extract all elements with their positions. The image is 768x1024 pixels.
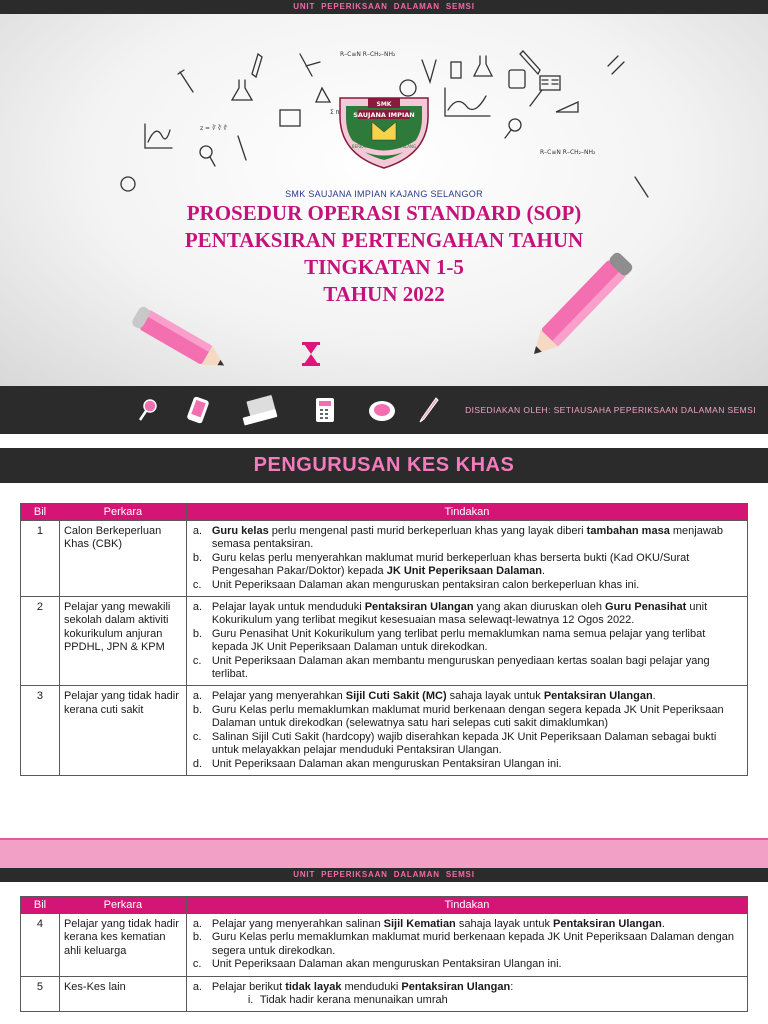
title-line: TINGKATAN 1-5	[304, 255, 464, 279]
action-text: Pelajar yang menyerahkan	[211, 690, 346, 703]
action-item	[191, 731, 743, 758]
prepared-by: DISEDIAKAN OLEH: SETIAUSAHA PEPERIKSAAN DALAMAN SEMSI	[465, 405, 756, 415]
cell-tindakan	[186, 597, 747, 686]
sub-action-item	[248, 994, 743, 1007]
cell-tindakan	[186, 521, 747, 597]
cell-perkara: Pelajar yang tidak hadir kerana kes kematian ahli keluarga	[59, 914, 186, 977]
cell-perkara: Pelajar yang mewakili sekolah dalam aktiviti kokurikulum anjuran PPDHL, JPN & KPM	[59, 597, 186, 686]
action-marker: c.	[192, 730, 202, 743]
svg-text:Σ π: Σ π	[330, 109, 340, 116]
logo-motto: BERKARYA BERSAMA GEMILANG	[351, 144, 417, 149]
note-doodle-icon	[280, 110, 300, 126]
action-marker: a.	[192, 525, 203, 537]
table-row	[21, 686, 748, 775]
phone-icon	[186, 396, 209, 424]
triangle-doodle-icon	[316, 88, 330, 102]
icon-bar	[0, 386, 768, 434]
action-marker: a.	[192, 601, 203, 614]
action-marker: b.	[192, 551, 203, 564]
action-text: Guru Kelas perlu memaklumkan maklumat murid berkenaan dengan segera kepada JK Unit Peperiksaan Dalaman untuk direkodkan (selewatnya satu hari selepas cuti sakit dimaklumkan)	[211, 703, 724, 730]
action-marker: c.	[192, 654, 202, 667]
action-marker: b.	[192, 703, 203, 716]
action-list	[191, 525, 743, 592]
coffee-cup-icon	[369, 401, 395, 421]
action-marker: c.	[192, 958, 202, 971]
ruler-doodle-icon	[556, 102, 578, 112]
logo-text-main: SAUJANA IMPIAN	[353, 111, 415, 119]
table-row	[21, 597, 748, 686]
cover-page	[0, 14, 768, 386]
action-text-bold: Pentaksiran Ulangan	[364, 601, 474, 614]
action-text: yang akan diuruskan oleh	[473, 601, 606, 614]
svg-text:R–C≡N R–CH₂–NH₂: R–C≡N R–CH₂–NH₂	[540, 149, 596, 156]
page2-header-bar	[0, 868, 768, 882]
action-item	[191, 690, 743, 703]
laptop-icon	[243, 395, 278, 426]
action-item	[191, 655, 743, 682]
action-text: Unit Peperiksaan Dalaman akan membantu menguruskan penyediaan kertas soalan bagi pelajar yang terlibat.	[211, 654, 710, 681]
action-item	[191, 981, 743, 1008]
cell-bil: 5	[21, 976, 60, 1012]
pencil-doodle-icon	[178, 70, 193, 92]
hourglass-icon	[302, 342, 320, 366]
action-item	[191, 552, 743, 579]
flask-doodle-icon	[474, 56, 492, 76]
action-text: Guru Penasihat Unit Kokurikulum yang terlibat perlu memaklumkan nama semua pelajar yang terlibat kepada JK Unit Peperiksaan Dalaman untuk direkodkan.	[211, 627, 706, 654]
action-text-bold: JK Unit Peperiksaan Dalaman	[386, 565, 543, 578]
action-text: unit Kokurikulum yang terlibat megikut kesesuaian masa selewaqt-lewatnya 12 Ogos 2022.	[211, 601, 708, 627]
action-text: sahaja layak untuk	[446, 690, 544, 703]
test-tube-doodle-icon	[238, 136, 246, 160]
flask-doodle-icon	[232, 80, 252, 100]
column-header-bil: Bil	[21, 504, 60, 521]
action-marker: b.	[192, 931, 202, 944]
action-marker: c.	[192, 578, 202, 591]
action-list	[191, 690, 743, 770]
action-text: menjawab semasa pentaksiran.	[211, 525, 724, 551]
school-name: SMK SAUJANA IMPIAN KAJANG SELANGOR	[285, 189, 483, 199]
action-item	[191, 758, 743, 771]
action-text-bold: Pentaksiran Ulangan	[553, 918, 662, 930]
action-marker: a.	[192, 918, 202, 930]
action-text: .	[652, 690, 656, 703]
action-text-bold: tidak layak	[285, 980, 342, 993]
action-marker: b.	[192, 627, 203, 640]
section-header	[0, 448, 768, 483]
action-item	[191, 628, 743, 655]
action-text: Salinan Sijil Cuti Sakit (hardcopy) wajib diserahkan kepada JK Unit Peperiksaan Dalaman sebagai bukti untuk melayakkan pelajar menduduki Pentaksiran Ulangan.	[211, 730, 717, 757]
action-item	[191, 601, 743, 628]
table-header-row	[21, 897, 748, 914]
action-list	[191, 601, 743, 681]
table-row	[21, 914, 748, 977]
cell-bil: 2	[21, 597, 60, 686]
action-text: Pelajar berikut	[211, 980, 286, 993]
svg-text:R–C≡N R–CH₂–NH₂: R–C≡N R–CH₂–NH₂	[340, 51, 396, 58]
page2-unit-label: UNIT PEPERIKSAAN DALAMAN SEMSI	[293, 870, 475, 879]
section-title: PENGURUSAN KES KHAS	[253, 454, 515, 476]
action-text-bold: Guru kelas	[211, 525, 269, 537]
pen-icon	[420, 398, 438, 422]
action-text: .	[661, 918, 665, 930]
cell-perkara: Kes-Kes lain	[59, 976, 186, 1012]
action-text: .	[542, 565, 546, 578]
action-item	[191, 704, 743, 731]
action-text: Pelajar yang menyerahkan salinan	[211, 918, 384, 930]
calculator-icon	[316, 398, 334, 422]
compass-doodle-icon	[300, 54, 320, 76]
cell-bil: 3	[21, 686, 60, 775]
unit-label: UNIT PEPERIKSAAN DALAMAN SEMSI	[293, 2, 475, 11]
table-row	[21, 976, 748, 1012]
column-header-perkara: Perkara	[59, 897, 186, 914]
action-text: Unit Peperiksaan Dalaman akan menguruskan pentaksiran calon berkeperluan khas ini.	[211, 578, 640, 591]
column-header-bil: Bil	[21, 897, 60, 914]
action-marker: a.	[192, 980, 202, 993]
magnifier-doodle-icon	[200, 146, 212, 158]
header-bar	[0, 0, 768, 14]
action-text: perlu mengenal pasti murid berkeperluan khas yang layak diberi	[268, 525, 587, 537]
lines-doodle-icon	[608, 56, 624, 74]
action-text-bold: Guru Penasihat	[605, 601, 687, 614]
column-header-tindakan: Tindakan	[186, 897, 747, 914]
cell-perkara: Pelajar yang tidak hadir kerana cuti sakit	[59, 686, 186, 775]
sub-action-list	[212, 994, 743, 1007]
pencil-left-icon	[130, 305, 229, 375]
column-header-perkara: Perkara	[59, 504, 186, 521]
magnifier-icon	[140, 400, 156, 420]
action-text: Unit Peperiksaan Dalaman akan menguruskan Pentaksiran Ulangan ini.	[211, 958, 562, 971]
action-item	[191, 918, 743, 931]
cell-tindakan	[186, 686, 747, 775]
book-doodle-icon	[540, 76, 560, 90]
cup-doodle-icon	[451, 62, 461, 78]
column-header-tindakan: Tindakan	[186, 504, 747, 521]
graph-doodle-icon	[445, 88, 490, 116]
sub-action-marker: i.	[247, 994, 254, 1007]
sop-table	[20, 503, 748, 776]
compass-doodle-icon	[422, 60, 436, 82]
action-item	[191, 958, 743, 971]
title-line: PENTAKSIRAN PERTENGAHAN TAHUN	[184, 228, 584, 252]
cell-bil: 4	[21, 914, 60, 977]
title-line: TAHUN 2022	[323, 282, 445, 306]
action-text-bold: tambahan masa	[586, 525, 670, 537]
cell-tindakan	[186, 976, 747, 1012]
school-logo	[340, 98, 428, 168]
action-text: :	[510, 980, 514, 993]
pencil-doodle-icon	[530, 90, 542, 106]
action-list	[191, 981, 743, 1008]
action-text-bold: Pentaksiran Ulangan	[401, 980, 511, 993]
magnifier-doodle-icon	[509, 119, 521, 131]
action-text-bold: Sijil Cuti Sakit (MC)	[345, 690, 447, 703]
action-text: Guru Kelas perlu memaklumkan maklumat murid berkenaan kepada JK Unit Peperiksaan Dalaman dengan segera untuk direkodkan.	[211, 931, 734, 957]
sub-action-text: Tidak hadir kerana menunaikan umrah	[259, 994, 448, 1007]
pencil-doodle-icon	[252, 54, 262, 77]
jar-doodle-icon	[509, 70, 525, 88]
table-header-row	[21, 504, 748, 521]
action-marker: d.	[192, 757, 203, 770]
title-line: PROSEDUR OPERASI STANDARD (SOP)	[186, 201, 582, 225]
table-row	[21, 521, 748, 597]
action-list	[191, 918, 743, 972]
action-item	[191, 525, 743, 552]
page-title	[0, 200, 768, 308]
action-text: Unit Peperiksaan Dalaman akan menguruskan Pentaksiran Ulangan ini.	[211, 757, 562, 770]
cookie-doodle-icon	[400, 80, 416, 96]
logo-text-top: SMK	[376, 101, 392, 108]
action-item	[191, 579, 743, 592]
cell-bil: 1	[21, 521, 60, 597]
action-text-bold: Pentaksiran Ulangan	[543, 690, 653, 703]
action-text: Pelajar layak untuk menduduki	[211, 601, 365, 614]
cell-perkara: Calon Berkeperluan Khas (CBK)	[59, 521, 186, 597]
action-text: Guru kelas perlu menyerahkan maklumat murid berkeperluan khas berserta bukti (Kad OKU/Surat Pengesahan Pakar/Doktor) kepada	[211, 551, 690, 578]
sop-table-page2	[20, 896, 748, 1012]
cell-tindakan	[186, 914, 747, 977]
action-text: menduduki	[341, 980, 402, 993]
action-marker: a.	[192, 690, 203, 703]
graph-doodle-icon	[145, 124, 172, 148]
action-item	[191, 931, 743, 958]
action-text: sahaja layak untuk	[455, 918, 554, 930]
page-footer-band	[0, 840, 768, 868]
svg-text:z = ∛ ∛ ∜: z = ∛ ∛ ∜	[200, 125, 228, 132]
action-text-bold: Sijil Kematian	[383, 918, 456, 930]
